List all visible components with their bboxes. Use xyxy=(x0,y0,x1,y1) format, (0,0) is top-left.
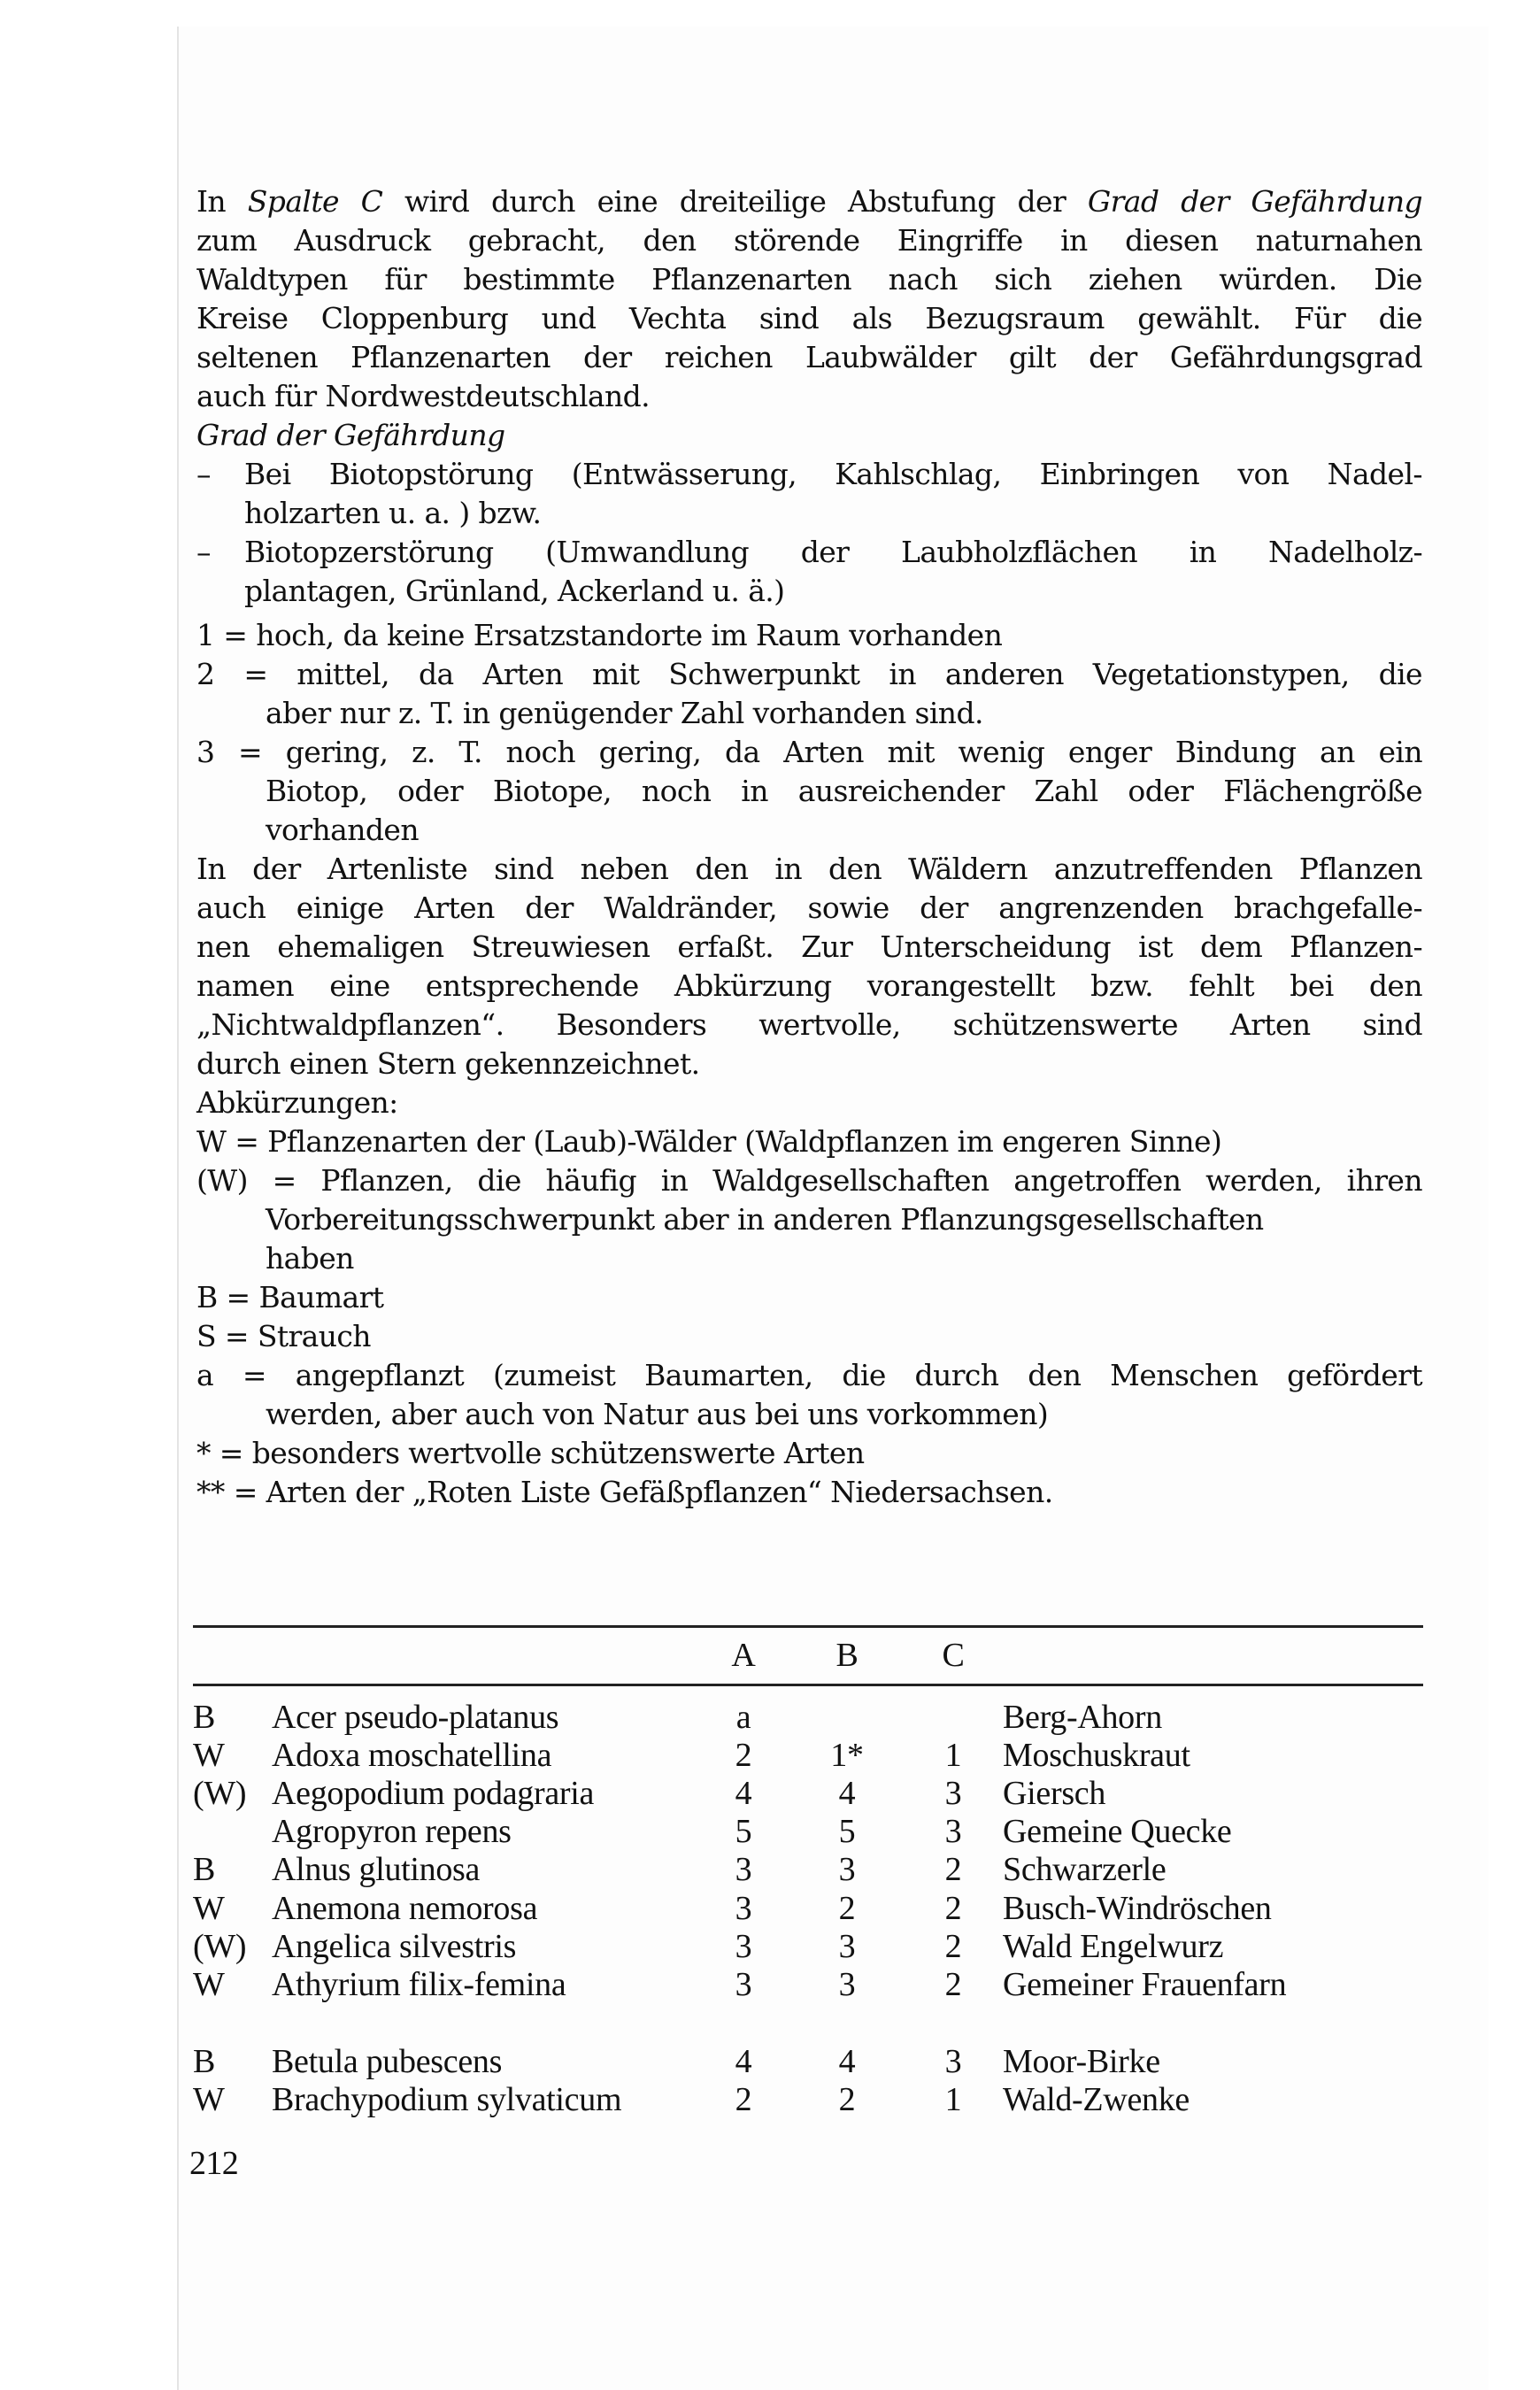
grade-3-cont: vorhanden xyxy=(266,813,419,847)
abbr-star: * = besonders wertvolle schützenswerte Arten xyxy=(196,1436,865,1470)
cell-c: 2 xyxy=(944,1851,962,1888)
cell-a: 2 xyxy=(735,2081,752,2118)
grad-heading: Grad der Gefährdung xyxy=(196,418,505,452)
grad-emphasis: Grad der Gefährdung xyxy=(1087,184,1422,219)
cell-latin: Athyrium filix-femina xyxy=(272,1966,566,2003)
spalte-c-emphasis: Spalte C xyxy=(247,184,383,219)
cell-c: 1 xyxy=(944,1737,962,1774)
page-number: 212 xyxy=(189,2145,239,2182)
cell-abbr: B xyxy=(193,2043,216,2080)
intro-text: In xyxy=(196,184,248,219)
abbr-a: a = angepflanzt (zumeist Baumarten, die durch den Menschen gefördert xyxy=(196,1358,1422,1392)
cell-abbr: (W) xyxy=(193,1928,247,1965)
cell-latin: Brachypodium sylvaticum xyxy=(272,2081,622,2118)
cell-german: Moor-Birke xyxy=(1003,2043,1160,2080)
bullet-line: Biotopzerstörung (Umwandlung der Laubholzflächen in Nadelholz- xyxy=(244,535,1422,569)
cell-abbr: (W) xyxy=(193,1775,247,1812)
cell-c: 3 xyxy=(944,1813,962,1850)
cell-c: 3 xyxy=(944,2043,962,2080)
intro-line: zum Ausdruck gebracht, den störende Eingriffe in diesen naturnahen xyxy=(196,223,1422,258)
abbr-a-cont: werden, aber auch von Natur aus bei uns vorkommen) xyxy=(266,1397,1049,1431)
cell-a: 2 xyxy=(735,1737,752,1774)
cell-latin: Aegopodium podagraria xyxy=(272,1775,595,1812)
intro-line: auch für Nordwestdeutschland. xyxy=(196,379,651,413)
cell-german: Busch-Windröschen xyxy=(1003,1890,1272,1927)
cell-a: 5 xyxy=(735,1813,752,1850)
cell-abbr: W xyxy=(193,1890,225,1927)
cell-latin: Betula pubescens xyxy=(272,2043,503,2080)
cell-b: 2 xyxy=(838,2081,856,2118)
cell-b: 4 xyxy=(838,1775,856,1812)
artenliste-line: namen eine entsprechende Abkürzung vorangestellt bzw. fehlt bei den xyxy=(196,968,1422,1003)
table-top-rule xyxy=(193,1625,1423,1628)
cell-abbr: B xyxy=(193,1851,216,1888)
cell-german: Schwarzerle xyxy=(1003,1851,1167,1888)
cell-b: 1* xyxy=(830,1737,864,1774)
abbr-w: W = Pflanzenarten der (Laub)-Wälder (Waldpflanzen im engeren Sinne) xyxy=(196,1124,1222,1159)
cell-german: Berg-Ahorn xyxy=(1003,1699,1162,1736)
cell-a: 3 xyxy=(735,1851,752,1888)
artenliste-line: nen ehemaligen Streuwiesen erfaßt. Zur Unterscheidung ist dem Pflanzen- xyxy=(196,929,1422,964)
cell-abbr: W xyxy=(193,2081,225,2118)
cell-b: 3 xyxy=(838,1851,856,1888)
cell-latin: Angelica silvestris xyxy=(272,1928,517,1965)
abbreviations-heading: Abkürzungen: xyxy=(196,1085,398,1120)
artenliste-line: auch einige Arten der Waldränder, sowie der angrenzenden brachgefalle- xyxy=(196,890,1422,925)
intro-line: Waldtypen für bestimmte Pflanzenarten nach sich ziehen würden. Die xyxy=(196,262,1422,297)
cell-b: 2 xyxy=(838,1890,856,1927)
intro-line: Kreise Cloppenburg und Vechta sind als Bezugsraum gewählt. Für die xyxy=(196,301,1422,335)
cell-a: 4 xyxy=(735,2043,752,2080)
cell-c: 3 xyxy=(944,1775,962,1812)
cell-c: 2 xyxy=(944,1966,962,2003)
bullet-line: Bei Biotopstörung (Entwässerung, Kahlschlag, Einbringen von Nadel- xyxy=(244,457,1422,491)
cell-latin: Agropyron repens xyxy=(272,1813,512,1850)
intro-text: wird durch eine dreiteilige Abstufung der xyxy=(382,184,1088,219)
cell-abbr: W xyxy=(193,1737,225,1774)
cell-latin: Anemona nemorosa xyxy=(272,1890,538,1927)
cell-b: 3 xyxy=(838,1928,856,1965)
grade-2-cont: aber nur z. T. in genügender Zahl vorhanden sind. xyxy=(266,696,983,730)
cell-b: 5 xyxy=(838,1813,856,1850)
cell-abbr: B xyxy=(193,1699,216,1736)
cell-german: Moschuskraut xyxy=(1003,1737,1190,1774)
cell-latin: Adoxa moschatellina xyxy=(272,1737,552,1774)
cell-b: 4 xyxy=(838,2043,856,2080)
abbr-w-paren: (W) = Pflanzen, die häufig in Waldgesellschaften angetroffen werden, ihren xyxy=(196,1163,1422,1198)
col-header-c: C xyxy=(942,1637,965,1674)
bullet-dash: – xyxy=(196,457,211,491)
grade-1: 1 = hoch, da keine Ersatzstandorte im Raum vorhanden xyxy=(196,618,1003,652)
cell-b: 3 xyxy=(838,1966,856,2003)
grade-2: 2 = mittel, da Arten mit Schwerpunkt in anderen Vegetationstypen, die xyxy=(196,657,1422,691)
cell-german: Giersch xyxy=(1003,1775,1106,1812)
col-header-b: B xyxy=(835,1637,859,1674)
cell-a: 4 xyxy=(735,1775,752,1812)
abbr-w-paren-cont: haben xyxy=(266,1241,354,1276)
table-header-rule xyxy=(193,1684,1423,1686)
artenliste-line: In der Artenliste sind neben den in den Wäldern anzutreffenden Pflanzen xyxy=(196,852,1422,886)
bullet-line: plantagen, Grünland, Ackerland u. ä.) xyxy=(244,574,785,608)
cell-c: 2 xyxy=(944,1890,962,1927)
cell-a: a xyxy=(735,1699,751,1736)
abbr-double-star: ** = Arten der „Roten Liste Gefäßpflanzen“ Niedersachsen. xyxy=(196,1475,1053,1509)
cell-latin: Alnus glutinosa xyxy=(272,1851,481,1888)
col-header-a: A xyxy=(731,1637,756,1674)
cell-german: Gemeiner Frauenfarn xyxy=(1003,1966,1287,2003)
bullet-line: holzarten u. a. ) bzw. xyxy=(244,496,542,530)
cell-c xyxy=(936,1698,971,1737)
cell-a: 3 xyxy=(735,1890,752,1927)
cell-a: 3 xyxy=(735,1928,752,1965)
abbr-s: S = Strauch xyxy=(196,1319,371,1353)
artenliste-line: „Nichtwaldpflanzen“. Besonders wertvolle, schützenswerte Arten sind xyxy=(196,1007,1422,1042)
grade-3: 3 = gering, z. T. noch gering, da Arten mit wenig enger Bindung an ein xyxy=(196,735,1422,769)
bullet-dash: – xyxy=(196,535,211,569)
cell-german: Gemeine Quecke xyxy=(1003,1813,1232,1850)
cell-b xyxy=(829,1698,865,1737)
artenliste-line: durch einen Stern gekennzeichnet. xyxy=(196,1046,700,1081)
cell-c: 1 xyxy=(944,2081,962,2118)
cell-german: Wald-Zwenke xyxy=(1003,2081,1190,2118)
intro-line: seltenen Pflanzenarten der reichen Laubwälder gilt der Gefährdungsgrad xyxy=(196,340,1422,374)
intro-line-1 xyxy=(196,182,1422,221)
cell-german: Wald Engelwurz xyxy=(1003,1928,1224,1965)
cell-c: 2 xyxy=(944,1928,962,1965)
grade-3-cont: Biotop, oder Biotope, noch in ausreichender Zahl oder Flächengröße xyxy=(266,774,1422,808)
cell-latin: Acer pseudo-platanus xyxy=(272,1699,559,1736)
abbr-b: B = Baumart xyxy=(196,1280,384,1314)
abbr-w-paren-cont: Vorbereitungsschwerpunkt aber in anderen Pflanzungsgesellschaften xyxy=(266,1202,1264,1237)
cell-a: 3 xyxy=(735,1966,752,2003)
cell-abbr: W xyxy=(193,1966,225,2003)
